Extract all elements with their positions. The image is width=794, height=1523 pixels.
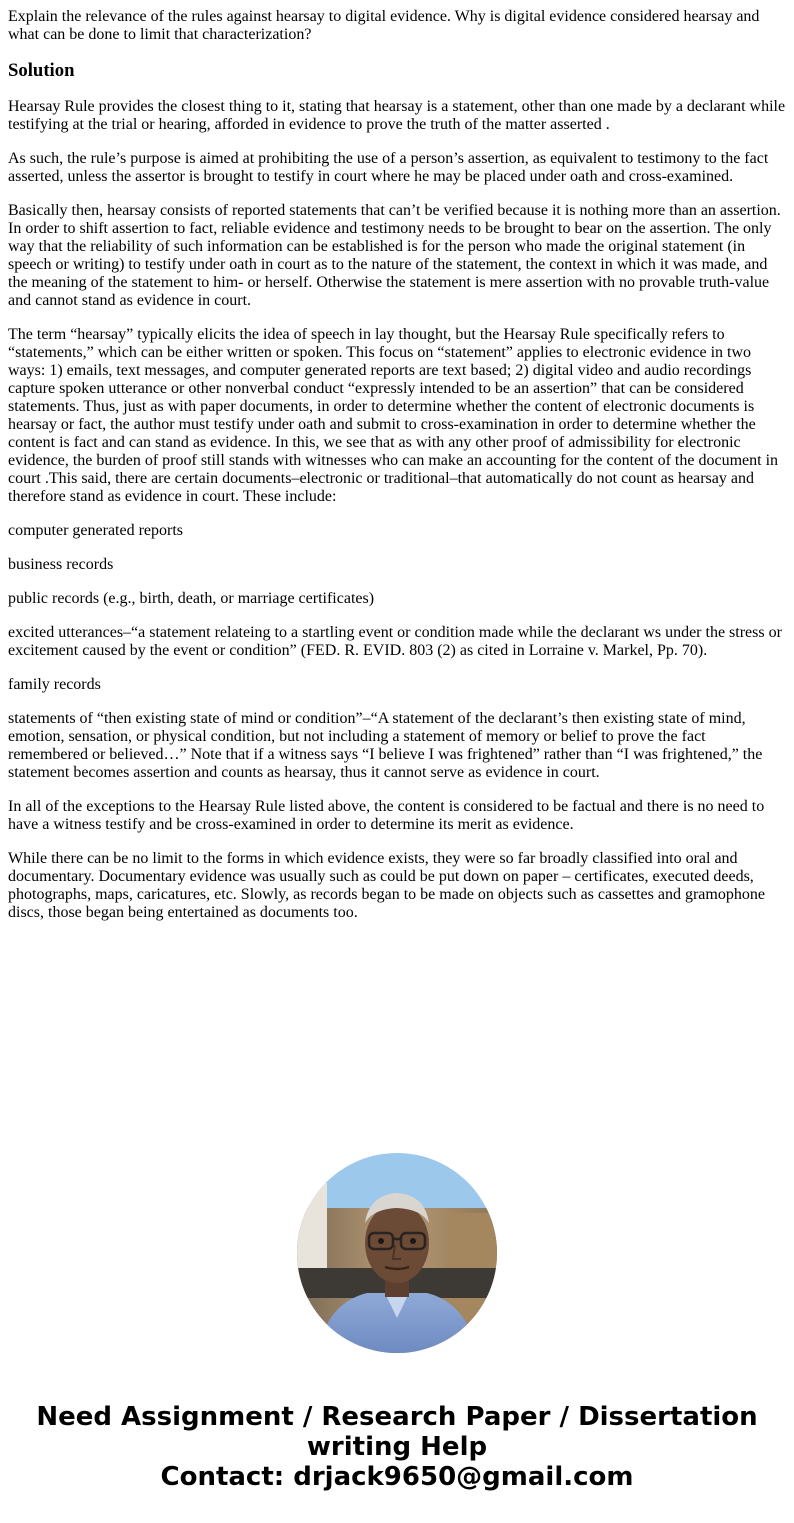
paragraph-reported-statements: Basically then, hearsay consists of reported statements that can’t be verified because it is nothing more than an assertion. In order to shift assertion to fact, reliable evidence and testimony needs to be brought to bear on the assertion. The only way that the reliability of such information can be established is for the person who made the original statement (in speech or writing) to testify under oath in court as to the nature of the statement, the context in which it was made, and the meaning of the statement to him- or herself. Otherwise the statement is mere assertion with no provable truth-value and cannot stand as evidence in court.	[8, 202, 781, 309]
paragraph-electronic-statements: The term “hearsay” typically elicits the idea of speech in lay thought, but the Hearsay Rule specifically refers to “statements,” which can be either written or spoken. This focus on “statement” applies to electronic evidence in two ways: 1) emails, text messages, and computer generated reports are text based; 2) digital video and audio recordings capture spoken utterance or other nonverbal conduct “expressly intended to be an assertion” that can be considered statements. Thus, just as with paper documents, in order to determine whether the content of electronic documents is hearsay or fact, the author must testify under oath and submit to cross-examination in order to determine whether the content is fact and can stand as evidence. In this, we see that as with any other proof of admissibility for electronic evidence, the burden of proof still stands with witnesses who can make an accounting for the content of the document in court .This said, there are certain documents–electronic or traditional–that automatically do not count as hearsay and therefore stand as evidence in court. These include:	[8, 326, 779, 505]
list-item-public-records: public records (e.g., birth, death, or marriage certificates)	[8, 590, 375, 607]
paragraph-forms-of-evidence: While there can be no limit to the forms in which evidence exists, they were so far broadly classified into oral and documentary. Documentary evidence was usually such as could be put down on paper – certificates, executed deeds, photographs, maps, caricatures, etc. Slowly, as records began to be made on objects such as cassettes and gramophone discs, those began being entertained as documents too.	[8, 850, 765, 921]
solution-heading: Solution	[8, 60, 75, 81]
author-portrait-icon	[297, 1153, 497, 1353]
footer-line-help: writing Help	[306, 1432, 488, 1462]
paragraph-exceptions-summary: In all of the exceptions to the Hearsay Rule listed above, the content is considered to be factual and there is no need to have a witness testify and be cross-examined in order to determine its merit as evidence.	[8, 798, 765, 833]
question-text: Explain the relevance of the rules against hearsay to digital evidence. Why is digital evidence considered hearsay and what can be done to limit that characterization?	[8, 8, 760, 43]
list-item-family-records: family records	[8, 676, 101, 693]
list-item-computer-reports: computer generated reports	[8, 522, 184, 539]
list-item-business-records: business records	[8, 556, 114, 573]
footer-promo	[0, 1402, 794, 1492]
author-avatar	[297, 1153, 497, 1353]
paragraph-rule-purpose: As such, the rule’s purpose is aimed at prohibiting the use of a person’s assertion, as equivalent to testimony to the fact asserted, unless the assertor is brought to testify in court where he may be placed under oath and cross-examined.	[8, 150, 769, 185]
answer-document	[8, 8, 788, 938]
footer-line-assignment: Need Assignment / Research Paper / Dissertation	[36, 1402, 758, 1432]
paragraph-hearsay-definition: Hearsay Rule provides the closest thing to it, stating that hearsay is a statement, other than one made by a declarant while testifying at the trial or hearing, afforded in evidence to prove the truth of the matter asserted .	[8, 98, 786, 133]
footer-contact-email: Contact: drjack9650@gmail.com	[160, 1462, 634, 1492]
list-item-excited-utterances: excited utterances–“a statement relateing to a startling event or condition made while the declarant ws under the stress or excitement caused by the event or condition” (FED. R. EVID. 803 (2) as cited in Lorraine v. Markel, Pp. 70).	[8, 624, 782, 659]
list-item-state-of-mind: statements of “then existing state of mind or condition”–“A statement of the declarant’s then existing state of mind, emotion, sensation, or physical condition, but not including a statement of memory or belief to prove the fact remembered or believed…” Note that if a witness says “I believe I was frightened” rather than “I was frightened,” the statement becomes assertion and counts as hearsay, thus it cannot serve as evidence in court.	[8, 710, 763, 781]
